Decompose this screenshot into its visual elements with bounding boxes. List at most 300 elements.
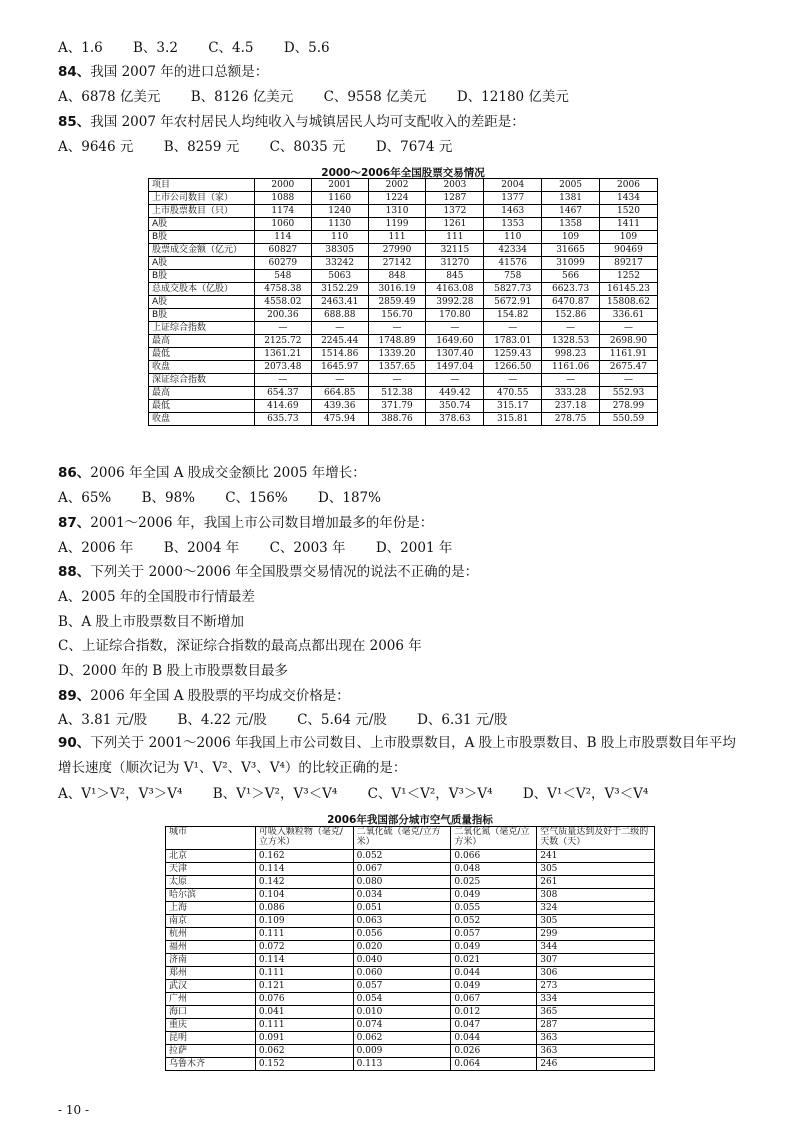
option-a: A、6878 亿美元 [58, 89, 161, 105]
table-cell: 1287 [426, 192, 484, 205]
table-cell: 1357.65 [368, 361, 426, 374]
table-cell: 16145.23 [600, 283, 658, 296]
table-cell: 111 [426, 231, 484, 244]
table-cell: 31099 [542, 257, 600, 270]
option-d: D、5.6 [283, 40, 330, 56]
option-b: B、98% [141, 490, 195, 506]
stock-row [149, 322, 658, 335]
row-label: 上证综合指数 [149, 322, 255, 335]
table-cell: 109 [542, 231, 600, 244]
table-cell: 664.85 [311, 387, 368, 400]
stock-row [149, 218, 658, 231]
table-cell: 1514.86 [311, 348, 368, 361]
option-b: B、3.2 [133, 40, 178, 56]
table-cell: 1199 [368, 218, 426, 231]
table-cell: 237.18 [542, 400, 600, 413]
table-cell: 1060 [254, 218, 311, 231]
row-label: B股 [149, 270, 255, 283]
table-cell: 241 [537, 850, 655, 863]
table-cell: 0.121 [255, 980, 353, 993]
table-cell: 1411 [600, 218, 658, 231]
table-cell: 111 [368, 231, 426, 244]
option-b: B、4.22 元/股 [177, 712, 267, 728]
column-header: 2006 [600, 179, 658, 192]
table-cell: 2675.47 [600, 361, 658, 374]
table-cell: 1434 [600, 192, 658, 205]
table-cell: 4558.02 [254, 296, 311, 309]
option-c: C、9558 亿美元 [323, 89, 427, 105]
row-label: 深证综合指数 [149, 374, 255, 387]
table-cell: 0.072 [255, 941, 353, 954]
option-d: D、12180 亿美元 [456, 89, 569, 105]
table-cell: 315.81 [484, 413, 542, 426]
air-row [166, 1032, 655, 1045]
table-cell: — [600, 374, 658, 387]
table-cell: 0.056 [353, 928, 451, 941]
table-cell: 1161.06 [542, 361, 600, 374]
option-a: A、65% [58, 490, 112, 506]
option-d: D、6.31 元/股 [417, 712, 508, 728]
table-cell: 1160 [311, 192, 368, 205]
table-cell: 0.114 [255, 863, 353, 876]
table-cell: 0.062 [255, 1045, 353, 1058]
table-cell: 0.026 [451, 1045, 537, 1058]
option-b: B、8126 亿美元 [190, 89, 294, 105]
question-90 [58, 731, 748, 781]
table-cell: 548 [254, 270, 311, 283]
stock-row [149, 335, 658, 348]
table-cell: 5672.91 [484, 296, 542, 309]
question-text: 2006 年全国 A 股股票的平均成交价格是： [90, 688, 350, 704]
table-cell: 635.73 [254, 413, 311, 426]
row-label: A股 [149, 296, 255, 309]
question-number: 88、 [58, 564, 91, 580]
table-cell: 41576 [484, 257, 542, 270]
table-cell: 1645.97 [311, 361, 368, 374]
table-cell: 344 [537, 941, 655, 954]
table-cell: 273 [537, 980, 655, 993]
table-cell: 0.049 [451, 889, 537, 902]
table-cell: 1339.20 [368, 348, 426, 361]
prev-question-options [58, 38, 356, 58]
question-text: 2006 年全国 A 股成交金额比 2005 年增长： [90, 465, 366, 481]
column-header: 2003 [426, 179, 484, 192]
table-cell: 0.054 [353, 993, 451, 1006]
table-cell: 305 [537, 863, 655, 876]
table-cell: 1310 [368, 205, 426, 218]
table-cell: 1266.50 [484, 361, 542, 374]
table-cell: 0.086 [255, 902, 353, 915]
table-cell: 0.152 [255, 1058, 353, 1071]
table-cell: 1130 [311, 218, 368, 231]
table-cell: 550.59 [600, 413, 658, 426]
table-cell: 0.021 [451, 954, 537, 967]
table-cell: — [542, 374, 600, 387]
option-d: D、2000 年的 B 股上市股票数目最多 [58, 663, 288, 679]
table-cell: 3152.29 [311, 283, 368, 296]
table-cell: 470.55 [484, 387, 542, 400]
column-header: 2005 [542, 179, 600, 192]
table-cell: 33242 [311, 257, 368, 270]
table-cell: 1467 [542, 205, 600, 218]
table-cell: 308 [537, 889, 655, 902]
table-cell: 110 [311, 231, 368, 244]
question-87-options [58, 538, 478, 558]
table-cell: 4758.38 [254, 283, 311, 296]
option-a: A、9646 元 [58, 139, 134, 155]
table-cell: 1748.89 [368, 335, 426, 348]
row-label: 重庆 [166, 1019, 256, 1032]
table-cell: 278.75 [542, 413, 600, 426]
table-cell: 0.162 [255, 850, 353, 863]
stock-row [149, 231, 658, 244]
stock-row [149, 387, 658, 400]
table-cell: 90469 [600, 244, 658, 257]
table-cell: 31270 [426, 257, 484, 270]
question-88 [58, 562, 478, 582]
table-cell: 6470.87 [542, 296, 600, 309]
row-label: 武汉 [166, 980, 256, 993]
table-cell: 336.61 [600, 309, 658, 322]
row-label: B股 [149, 231, 255, 244]
table-cell: 315.17 [484, 400, 542, 413]
row-label: 最高 [149, 387, 255, 400]
question-number: 87、 [58, 515, 91, 531]
table-cell: 32115 [426, 244, 484, 257]
air-row [166, 1019, 655, 1032]
table-cell: 42334 [484, 244, 542, 257]
table-cell: 1358 [542, 218, 600, 231]
page-number: - 10 - [58, 1103, 90, 1117]
table-cell: 1497.04 [426, 361, 484, 374]
table-cell: 0.044 [451, 967, 537, 980]
option-d: D、7674 元 [375, 139, 453, 155]
table-cell: 0.048 [451, 863, 537, 876]
row-label: 太原 [166, 876, 256, 889]
row-label: 北京 [166, 850, 256, 863]
table-cell: 0.091 [255, 1032, 353, 1045]
question-number: 85、 [58, 114, 91, 130]
option-d: D、V¹＜V²，V³＜V⁴ [522, 786, 649, 802]
table-cell: 299 [537, 928, 655, 941]
question-text: 2001～2006 年，我国上市公司数目增加最多的年份是： [90, 515, 434, 531]
table-cell: 110 [484, 231, 542, 244]
row-label: 收盘 [149, 413, 255, 426]
table-cell: 4163.08 [426, 283, 484, 296]
table-cell: 0.049 [451, 941, 537, 954]
table-cell: 1259.43 [484, 348, 542, 361]
table-cell: 3016.19 [368, 283, 426, 296]
option-a: A、3.81 元/股 [58, 712, 148, 728]
table-cell: 350.74 [426, 400, 484, 413]
question-number: 90、 [58, 735, 91, 751]
table-cell: 2245.44 [311, 335, 368, 348]
table-cell: 0.060 [353, 967, 451, 980]
table-cell: 371.79 [368, 400, 426, 413]
row-label: 郑州 [166, 967, 256, 980]
table-cell: 363 [537, 1032, 655, 1045]
question-84 [58, 62, 268, 82]
row-label: 最低 [149, 400, 255, 413]
row-label: 天津 [166, 863, 256, 876]
table-cell: 0.049 [451, 980, 537, 993]
table-cell: 1381 [542, 192, 600, 205]
table-cell: 0.051 [353, 902, 451, 915]
table-cell: 261 [537, 876, 655, 889]
column-header: 项目 [149, 179, 255, 192]
table-cell: — [426, 322, 484, 335]
table-cell: 1161.91 [600, 348, 658, 361]
column-header: 2001 [311, 179, 368, 192]
row-label: 上市股票数目（只） [149, 205, 255, 218]
row-label: 总成交股本（亿股） [149, 283, 255, 296]
row-label: 乌鲁木齐 [166, 1058, 256, 1071]
table-cell: 287 [537, 1019, 655, 1032]
table-cell: 0.052 [353, 850, 451, 863]
table-cell: 60827 [254, 244, 311, 257]
table-cell: 154.82 [484, 309, 542, 322]
stock-row [149, 296, 658, 309]
table-cell: 552.93 [600, 387, 658, 400]
table-cell: 15808.62 [600, 296, 658, 309]
table-cell: 388.76 [368, 413, 426, 426]
table-cell: 998.23 [542, 348, 600, 361]
air-quality-table [165, 826, 655, 1071]
table-cell: 1240 [311, 205, 368, 218]
table-cell: 0.063 [353, 915, 451, 928]
table-cell: 0.067 [353, 863, 451, 876]
option-c: C、上证综合指数，深证综合指数的最高点都出现在 2006 年 [58, 638, 422, 654]
stock-table-title: 2000～2006年全国股票交易情况 [321, 167, 485, 179]
option-b: B、V¹＞V²，V³＜V⁴ [212, 786, 338, 802]
air-row [166, 850, 655, 863]
table-cell: 200.36 [254, 309, 311, 322]
table-cell: 0.052 [451, 915, 537, 928]
table-cell: 152.86 [542, 309, 600, 322]
air-header-row [166, 827, 655, 850]
row-label: A股 [149, 218, 255, 231]
table-cell: — [426, 374, 484, 387]
table-cell: 89217 [600, 257, 658, 270]
table-cell: 324 [537, 902, 655, 915]
table-cell: 1353 [484, 218, 542, 231]
table-cell: 334 [537, 993, 655, 1006]
option-c: C、2003 年 [269, 540, 346, 556]
option-b: B、2004 年 [163, 540, 240, 556]
table-cell: 654.37 [254, 387, 311, 400]
row-label: 南京 [166, 915, 256, 928]
question-text: 我国 2007 年的进口总额是： [90, 64, 269, 80]
table-cell: 378.63 [426, 413, 484, 426]
question-89 [58, 686, 350, 706]
option-a: A、V¹＞V²，V³＞V⁴ [58, 786, 183, 802]
table-cell: 5063 [311, 270, 368, 283]
table-cell: 512.38 [368, 387, 426, 400]
column-header: 2000 [254, 179, 311, 192]
table-cell: 246 [537, 1058, 655, 1071]
table-cell: — [311, 374, 368, 387]
table-cell: 365 [537, 1006, 655, 1019]
stock-row [149, 205, 658, 218]
stock-row [149, 270, 658, 283]
table-cell: 1463 [484, 205, 542, 218]
air-row [166, 1006, 655, 1019]
table-cell: 0.114 [255, 954, 353, 967]
stock-row [149, 361, 658, 374]
air-row [166, 980, 655, 993]
table-cell: 0.041 [255, 1006, 353, 1019]
table-cell: 0.062 [353, 1032, 451, 1045]
column-header: 空气质量达到及好于二级的天数（天） [537, 827, 655, 850]
column-header: 二氧化氮（毫克/立方米） [451, 827, 537, 850]
table-cell: 27142 [368, 257, 426, 270]
air-row [166, 993, 655, 1006]
row-label: 昆明 [166, 1032, 256, 1045]
air-row [166, 915, 655, 928]
table-cell: 0.057 [353, 980, 451, 993]
table-cell: 0.066 [451, 850, 537, 863]
table-cell: 0.047 [451, 1019, 537, 1032]
table-cell: — [542, 322, 600, 335]
table-cell: 5827.73 [484, 283, 542, 296]
option-c: C、5.64 元/股 [297, 712, 387, 728]
stock-row [149, 244, 658, 257]
row-label: 最高 [149, 335, 255, 348]
table-cell: 0.104 [255, 889, 353, 902]
table-cell: 1520 [600, 205, 658, 218]
row-label: 济南 [166, 954, 256, 967]
air-row [166, 967, 655, 980]
row-label: 收盘 [149, 361, 255, 374]
table-cell: 2859.49 [368, 296, 426, 309]
table-cell: — [254, 322, 311, 335]
table-cell: 333.28 [542, 387, 600, 400]
row-label: 上市公司数目（家） [149, 192, 255, 205]
table-cell: — [368, 374, 426, 387]
row-label: 最低 [149, 348, 255, 361]
table-cell: 0.044 [451, 1032, 537, 1045]
table-cell: 1252 [600, 270, 658, 283]
row-label: 股票成交金额（亿元） [149, 244, 255, 257]
table-cell: 1649.60 [426, 335, 484, 348]
column-header: 可吸入颗粒物（毫克/立方米） [255, 827, 353, 850]
table-cell: 0.067 [451, 993, 537, 1006]
table-cell: 1377 [484, 192, 542, 205]
table-cell: 27990 [368, 244, 426, 257]
stock-row [149, 348, 658, 361]
stock-row [149, 400, 658, 413]
option-b: B、8259 元 [163, 139, 240, 155]
question-89-options [58, 710, 533, 730]
question-86-options [58, 488, 407, 508]
table-cell: 1328.53 [542, 335, 600, 348]
table-cell: 1361.21 [254, 348, 311, 361]
table-cell: 170.80 [426, 309, 484, 322]
table-cell: 2463.41 [311, 296, 368, 309]
stock-row [149, 257, 658, 270]
row-label: 海口 [166, 1006, 256, 1019]
table-cell: 0.012 [451, 1006, 537, 1019]
air-row [166, 1045, 655, 1058]
table-cell: 0.020 [353, 941, 451, 954]
table-cell: 0.010 [353, 1006, 451, 1019]
table-cell: 0.111 [255, 928, 353, 941]
option-d: D、187% [318, 490, 381, 506]
table-cell: 2073.48 [254, 361, 311, 374]
row-label: B股 [149, 309, 255, 322]
option-c: C、V¹＜V²，V³＞V⁴ [367, 786, 493, 802]
table-cell: 114 [254, 231, 311, 244]
table-cell: 1307.40 [426, 348, 484, 361]
question-number: 89、 [58, 688, 91, 704]
column-header: 城市 [166, 827, 256, 850]
stock-row [149, 374, 658, 387]
air-row [166, 902, 655, 915]
air-row [166, 1058, 655, 1071]
table-cell: 845 [426, 270, 484, 283]
table-cell: 0.009 [353, 1045, 451, 1058]
table-cell: 414.69 [254, 400, 311, 413]
row-label: 上海 [166, 902, 256, 915]
table-cell: 688.88 [311, 309, 368, 322]
table-cell: 3992.28 [426, 296, 484, 309]
air-row [166, 876, 655, 889]
question-number: 84、 [58, 64, 91, 80]
column-header: 二氧化硫（毫克/立方米） [353, 827, 451, 850]
column-header: 2004 [484, 179, 542, 192]
table-cell: 2698.90 [600, 335, 658, 348]
table-cell: 6623.73 [542, 283, 600, 296]
table-cell: 0.064 [451, 1058, 537, 1071]
option-b: B、A 股上市股票数目不断增加 [58, 614, 244, 630]
table-cell: 0.111 [255, 967, 353, 980]
table-cell: 0.076 [255, 993, 353, 1006]
question-90-options [58, 784, 674, 804]
air-row [166, 941, 655, 954]
table-cell: 31665 [542, 244, 600, 257]
table-cell: — [311, 322, 368, 335]
table-cell: 60279 [254, 257, 311, 270]
table-cell: 0.034 [353, 889, 451, 902]
table-cell: 0.055 [451, 902, 537, 915]
stock-table [148, 178, 658, 426]
question-text: 下列关于 2001～2006 年我国上市公司数目、上市股票数目，A 股上市股票数目、B 股上市股票数目年平均增长速度（顺次记为 V¹、V²、V³、V⁴）的比较正确的是： [58, 735, 736, 776]
table-cell: 0.040 [353, 954, 451, 967]
table-cell: — [254, 374, 311, 387]
row-label: 拉萨 [166, 1045, 256, 1058]
air-row [166, 928, 655, 941]
table-cell: 363 [537, 1045, 655, 1058]
question-85 [58, 112, 525, 132]
table-cell: 109 [600, 231, 658, 244]
table-cell: 0.080 [353, 876, 451, 889]
stock-row [149, 413, 658, 426]
option-c: C、156% [225, 490, 288, 506]
option-a: A、2005 年的全国股市行情最差 [58, 589, 255, 605]
stock-header-row [149, 179, 658, 192]
table-cell: 305 [537, 915, 655, 928]
table-cell: 475.94 [311, 413, 368, 426]
stock-row [149, 283, 658, 296]
table-cell: 1088 [254, 192, 311, 205]
option-a: A、2006 年 [58, 540, 134, 556]
table-cell: — [484, 374, 542, 387]
question-text: 我国 2007 年农村居民人均纯收入与城镇居民人均可支配收入的差距是： [90, 114, 525, 130]
table-cell: — [484, 322, 542, 335]
air-row [166, 863, 655, 876]
table-cell: 1174 [254, 205, 311, 218]
row-label: 哈尔滨 [166, 889, 256, 902]
